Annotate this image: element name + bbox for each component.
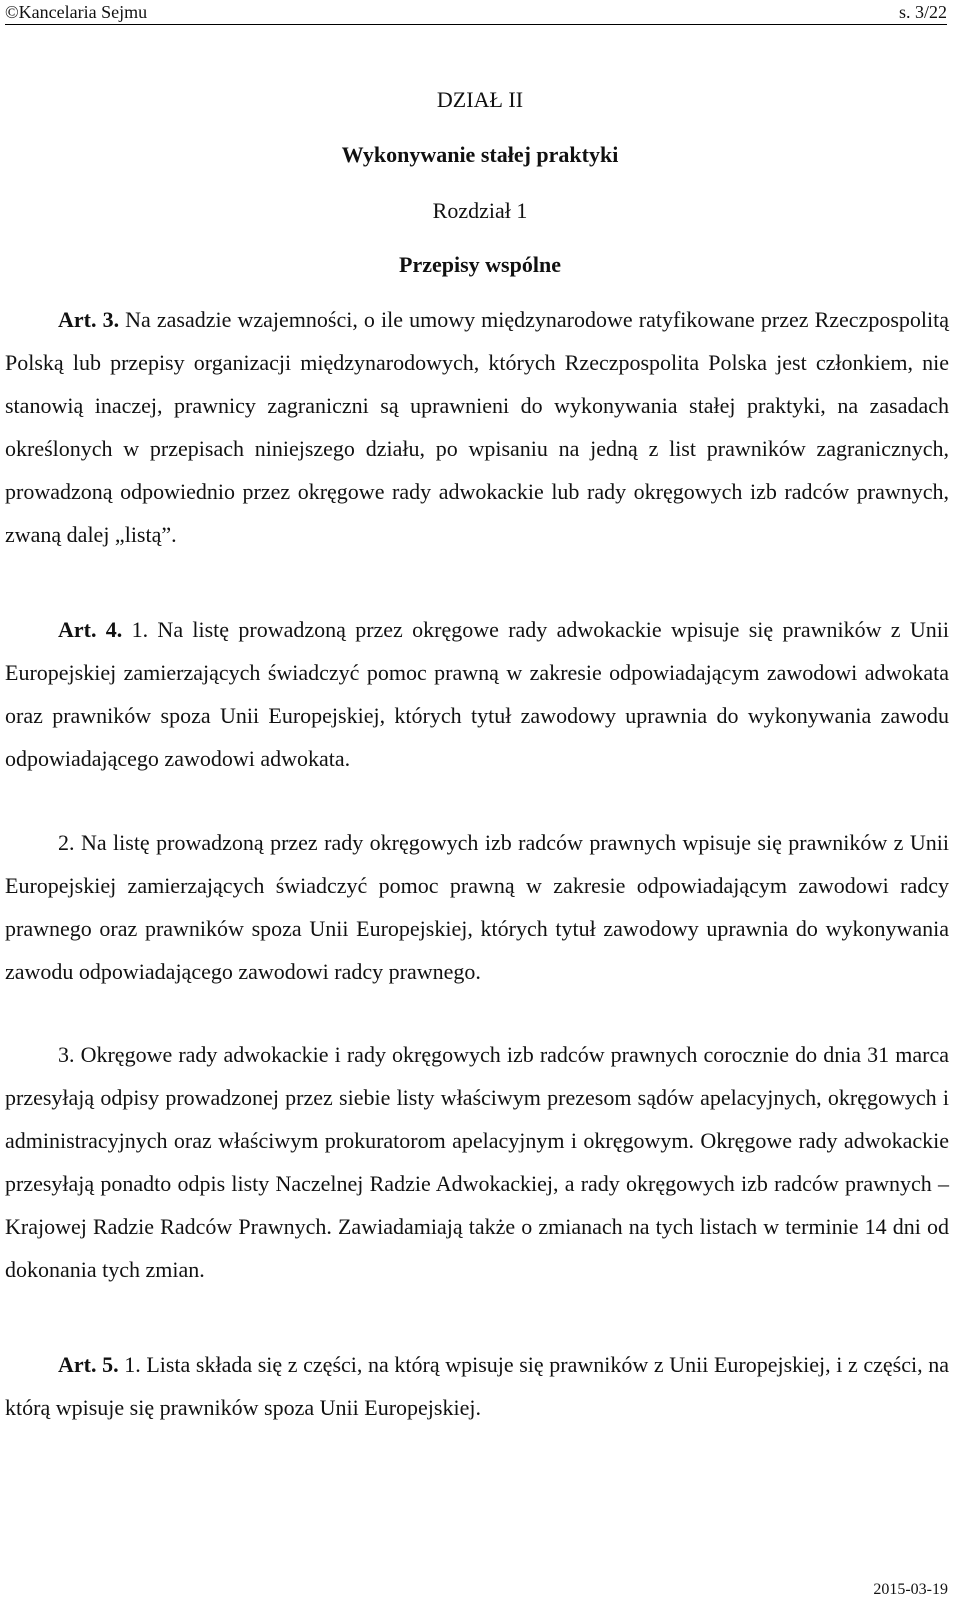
article-5-label: Art. 5. [58,1352,119,1377]
article-4-p1-text: 1. Na listę prowadzoną przez okręgowe rady adwokackie wpisuje się prawników z Unii Europejskiej zamierzających świadczyć pomoc prawną w zakresie odpowiadającym zawodowi adwokata oraz prawników spoza Unii Europejskiej, których tytuł zawodowy uprawnia do wykonywania zawodu odpowiadającego zawodowi adwokata. [5,617,949,771]
page-header [0,0,960,26]
division-title: Wykonywanie stałej praktyki [341,142,619,167]
copyright-label: ©Kancelaria Sejmu [5,2,148,22]
article-4-label: Art. 4. [58,617,123,642]
chapter-heading: Rozdział 1 [432,198,528,223]
article-5-text: 1. Lista składa się z części, na którą wpisuje się prawników z Unii Europejskiej, i z części, na którą wpisuje się prawników spoza Unii Europejskiej. [5,1352,949,1420]
chapter-title: Przepisy wspólne [399,252,561,277]
article-4-paragraph-2: 2. Na listę prowadzoną przez rady okręgowych izb radców prawnych wpisuje się prawników z Unii Europejskiej zamierzających świadczyć pomoc prawną w zakresie odpowiadającym zawodowi radcy prawnego oraz prawników spoza Unii Europejskiej, których tytuł zawodowy uprawnia do wykonywania zawodu odpowiadającego zawodowi radcy prawnego. [5,830,949,984]
article-5 [5,1343,949,1429]
page-number: s. 3/22 [898,2,947,22]
article-4-paragraph-1 [5,608,949,780]
article-3 [5,298,949,556]
article-3-text: Na zasadzie wzajemności, o ile umowy międzynarodowe ratyfikowane przez Rzeczpospolitą Polską lub przepisy organizacji międzynarodowych, których Rzeczpospolita Polska jest członkiem, nie stanowią inaczej, prawnicy zagraniczni są uprawnieni do wykonywania stałej praktyki, na zasadach określonych w przepisach niniejszego działu, po wpisaniu na jedną z list prawników zagranicznych, prowadzoną odpowiednio przez okręgowe rady adwokackie lub rady okręgowych izb radców prawnych, zwaną dalej „listą”. [5,307,949,547]
article-3-label: Art. 3. [58,307,120,332]
division-heading: DZIAŁ II [436,87,524,112]
article-4-paragraph-3: 3. Okręgowe rady adwokackie i rady okręgowych izb radców prawnych corocznie do dnia 31 marca przesyłają odpisy prowadzonej przez siebie listy właściwym prezesom sądów apelacyjnych, okręgowych i administracyjnych oraz właściwym prokuratorom apelacyjnym i okręgowym. Okręgowe rady adwokackie przesyłają ponadto odpis listy Naczelnej Radzie Adwokackiej, a rady okręgowych izb radców prawnych – Krajowej Radzie Radców Prawnych. Zawiadamiają także o zmianach na tych listach w terminie 14 dni od dokonania tych zmian. [5,1042,949,1282]
document-date: 2015-03-19 [873,1581,948,1598]
header-divider [5,24,947,25]
